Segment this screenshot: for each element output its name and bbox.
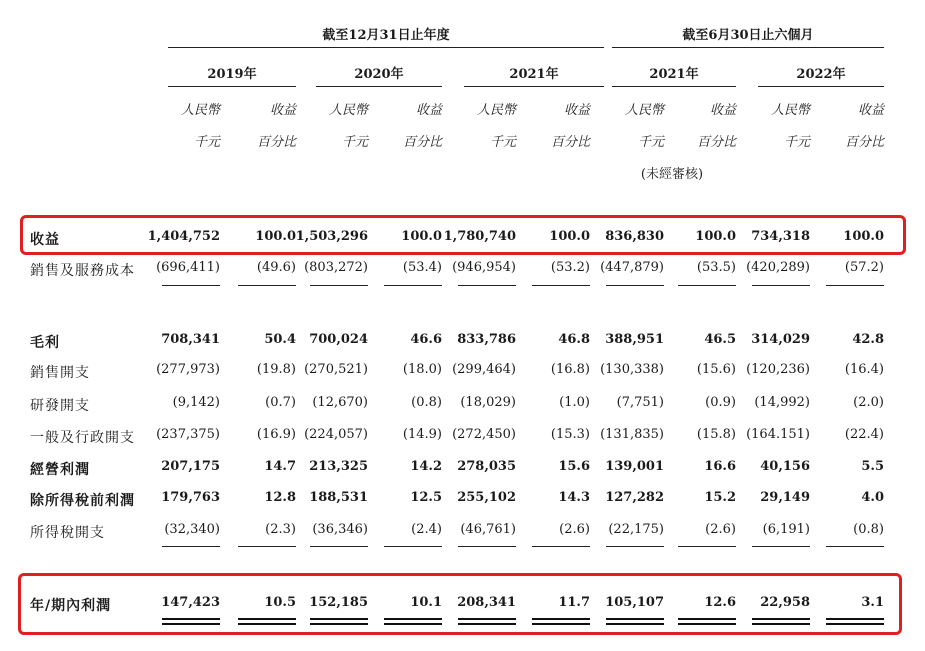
table-cell: 100.0 xyxy=(255,229,296,244)
table-cell: 12.5 xyxy=(410,490,442,505)
table-cell: 11.7 xyxy=(558,595,590,610)
table-cell: 700,024 xyxy=(309,332,368,347)
sub-pct-label: 收益 xyxy=(709,103,736,118)
cell-double-underline xyxy=(752,618,810,625)
table-cell: (131,835) xyxy=(600,427,664,442)
table-cell: (299,464) xyxy=(452,362,516,377)
table-cell: 1,503,296 xyxy=(295,229,368,244)
table-cell: (224,057) xyxy=(304,427,368,442)
table-cell: (14,992) xyxy=(754,395,810,410)
cell-underline xyxy=(310,546,368,547)
sub-pct-label: 收益 xyxy=(269,103,296,118)
table-cell: (15.3) xyxy=(550,427,590,442)
cell-underline xyxy=(458,546,516,547)
period-full-year-rule xyxy=(168,47,604,48)
table-cell: 100.0 xyxy=(695,229,736,244)
table-cell: (2.3) xyxy=(265,522,296,537)
table-cell: (57.2) xyxy=(844,260,884,275)
table-cell: (420,289) xyxy=(746,260,810,275)
cell-double-underline xyxy=(310,618,368,625)
table-cell: 708,341 xyxy=(161,332,220,347)
sub-pct-unit: 百分比 xyxy=(696,135,736,150)
table-cell: (7,751) xyxy=(616,395,664,410)
row-label-operating-profit: 經營利潤 xyxy=(30,462,90,478)
table-cell: 46.8 xyxy=(558,332,590,347)
table-cell: (53.2) xyxy=(550,260,590,275)
table-cell: (270,521) xyxy=(304,362,368,377)
table-cell: 16.6 xyxy=(704,459,736,474)
table-cell: (1.0) xyxy=(559,395,590,410)
unaudited-note: (未經審核) xyxy=(640,167,704,182)
table-cell: 3.1 xyxy=(861,595,884,610)
cell-double-underline xyxy=(384,618,442,625)
table-cell: 1,780,740 xyxy=(443,229,516,244)
row-label-admin-expenses: 一般及行政開支 xyxy=(30,430,135,446)
table-cell: (2.6) xyxy=(705,522,736,537)
sub-amount-unit: 千元 xyxy=(193,135,220,150)
cell-underline xyxy=(826,546,884,547)
sub-pct-unit: 百分比 xyxy=(256,135,296,150)
table-cell: 139,001 xyxy=(605,459,664,474)
sub-amount-label: 人民幣 xyxy=(770,103,810,118)
table-cell: 833,786 xyxy=(457,332,516,347)
cell-double-underline xyxy=(162,618,220,625)
table-cell: (946,954) xyxy=(452,260,516,275)
table-cell: (16.9) xyxy=(256,427,296,442)
table-cell: 14.3 xyxy=(558,490,590,505)
cell-underline xyxy=(162,546,220,547)
table-cell: 147,423 xyxy=(161,595,220,610)
year-rule-2019 xyxy=(168,86,296,87)
cell-underline xyxy=(532,546,590,547)
cell-underline xyxy=(238,285,296,286)
sub-amount-label: 人民幣 xyxy=(624,103,664,118)
table-cell: (0.9) xyxy=(705,395,736,410)
cell-underline xyxy=(162,285,220,286)
table-cell: (0.7) xyxy=(265,395,296,410)
table-cell: 188,531 xyxy=(309,490,368,505)
row-label-income-tax: 所得稅開支 xyxy=(30,525,105,541)
cell-double-underline xyxy=(458,618,516,625)
table-cell: 4.0 xyxy=(861,490,884,505)
year-rule-2020 xyxy=(316,86,442,87)
cell-double-underline xyxy=(826,618,884,625)
table-cell: (164.151) xyxy=(746,427,810,442)
table-cell: 255,102 xyxy=(457,490,516,505)
cell-underline xyxy=(384,546,442,547)
period-six-months-header: 截至6月30日止六個月 xyxy=(682,28,814,43)
row-label-profit-before-tax: 除所得稅前利潤 xyxy=(30,493,135,509)
table-cell: 40,156 xyxy=(760,459,810,474)
year-header-2021-h1: 2021年 xyxy=(649,67,699,82)
table-cell: (16.4) xyxy=(844,362,884,377)
cell-double-underline xyxy=(238,618,296,625)
table-cell: (2.4) xyxy=(411,522,442,537)
table-cell: (18.0) xyxy=(402,362,442,377)
table-cell: 127,282 xyxy=(605,490,664,505)
table-cell: 100.0 xyxy=(401,229,442,244)
sub-amount-unit: 千元 xyxy=(783,135,810,150)
table-cell: (36,346) xyxy=(312,522,368,537)
year-rule-2021-h1 xyxy=(612,86,736,87)
table-cell: 179,763 xyxy=(161,490,220,505)
table-cell: 15.6 xyxy=(558,459,590,474)
table-cell: 10.5 xyxy=(264,595,296,610)
table-cell: 10.1 xyxy=(410,595,442,610)
cell-double-underline xyxy=(532,618,590,625)
table-cell: (0.8) xyxy=(853,522,884,537)
table-cell: 278,035 xyxy=(457,459,516,474)
table-cell: 46.6 xyxy=(410,332,442,347)
table-cell: 50.4 xyxy=(264,332,296,347)
table-cell: (6,191) xyxy=(762,522,810,537)
table-cell: (16.8) xyxy=(550,362,590,377)
year-header-2019: 2019年 xyxy=(207,67,257,82)
cell-double-underline xyxy=(606,618,664,625)
sub-amount-unit: 千元 xyxy=(341,135,368,150)
table-cell: 213,325 xyxy=(309,459,368,474)
table-cell: (120,236) xyxy=(746,362,810,377)
cell-underline xyxy=(310,285,368,286)
table-cell: 14.2 xyxy=(410,459,442,474)
table-cell: (46,761) xyxy=(460,522,516,537)
cell-underline xyxy=(752,546,810,547)
cell-underline xyxy=(238,546,296,547)
table-cell: 5.5 xyxy=(861,459,884,474)
table-cell: (9,142) xyxy=(172,395,220,410)
period-six-months-rule xyxy=(612,47,884,48)
cell-underline xyxy=(606,285,664,286)
sub-pct-label: 收益 xyxy=(857,103,884,118)
table-cell: 12.6 xyxy=(704,595,736,610)
cell-underline xyxy=(458,285,516,286)
table-cell: (18,029) xyxy=(460,395,516,410)
sub-pct-unit: 百分比 xyxy=(550,135,590,150)
table-cell: 207,175 xyxy=(161,459,220,474)
year-rule-2022-h1 xyxy=(758,86,884,87)
sub-amount-label: 人民幣 xyxy=(328,103,368,118)
table-cell: (2.0) xyxy=(853,395,884,410)
cell-underline xyxy=(606,546,664,547)
sub-amount-unit: 千元 xyxy=(637,135,664,150)
year-header-2022-h1: 2022年 xyxy=(796,67,846,82)
sub-pct-label: 收益 xyxy=(415,103,442,118)
table-cell: (15.8) xyxy=(696,427,736,442)
sub-pct-unit: 百分比 xyxy=(844,135,884,150)
row-label-rd-expenses: 研發開支 xyxy=(30,398,90,414)
row-label-selling-expenses: 銷售開支 xyxy=(30,365,90,381)
table-cell: 836,830 xyxy=(605,229,664,244)
row-label-revenue: 收益 xyxy=(30,232,60,248)
table-cell: (277,973) xyxy=(156,362,220,377)
period-full-year-header: 截至12月31日止年度 xyxy=(322,28,450,43)
table-cell: (0.8) xyxy=(411,395,442,410)
sub-amount-label: 人民幣 xyxy=(476,103,516,118)
table-cell: (803,272) xyxy=(304,260,368,275)
table-cell: (32,340) xyxy=(164,522,220,537)
table-cell: 29,149 xyxy=(760,490,810,505)
cell-underline xyxy=(678,285,736,286)
table-cell: (22,175) xyxy=(608,522,664,537)
table-cell: 22,958 xyxy=(760,595,810,610)
year-header-2021: 2021年 xyxy=(509,67,559,82)
row-label-net-profit: 年/期內利潤 xyxy=(30,598,112,614)
table-cell: 314,029 xyxy=(751,332,810,347)
table-cell: 15.2 xyxy=(704,490,736,505)
table-cell: (447,879) xyxy=(600,260,664,275)
cell-underline xyxy=(752,285,810,286)
table-cell: 42.8 xyxy=(852,332,884,347)
table-cell: (272,450) xyxy=(452,427,516,442)
table-cell: 46.5 xyxy=(704,332,736,347)
cell-underline xyxy=(532,285,590,286)
sub-pct-unit: 百分比 xyxy=(402,135,442,150)
table-cell: (237,375) xyxy=(156,427,220,442)
table-cell: 734,318 xyxy=(751,229,810,244)
table-cell: 152,185 xyxy=(309,595,368,610)
row-label-cost-of-sales: 銷售及服務成本 xyxy=(30,263,135,279)
cell-underline xyxy=(384,285,442,286)
table-cell: 208,341 xyxy=(457,595,516,610)
table-cell: (130,338) xyxy=(600,362,664,377)
table-cell: (19.8) xyxy=(256,362,296,377)
sub-amount-label: 人民幣 xyxy=(180,103,220,118)
table-cell: 12.8 xyxy=(264,490,296,505)
table-cell: (15.6) xyxy=(696,362,736,377)
table-cell: (14.9) xyxy=(402,427,442,442)
table-cell: 388,951 xyxy=(605,332,664,347)
sub-amount-unit: 千元 xyxy=(489,135,516,150)
table-cell: (53.5) xyxy=(696,260,736,275)
table-cell: (53.4) xyxy=(402,260,442,275)
cell-underline xyxy=(678,546,736,547)
table-cell: 1,404,752 xyxy=(147,229,220,244)
table-cell: 14.7 xyxy=(264,459,296,474)
table-cell: 100.0 xyxy=(843,229,884,244)
year-rule-2021 xyxy=(464,86,604,87)
table-cell: (696,411) xyxy=(156,260,220,275)
cell-double-underline xyxy=(678,618,736,625)
table-cell: (2.6) xyxy=(559,522,590,537)
table-cell: (49.6) xyxy=(256,260,296,275)
sub-pct-label: 收益 xyxy=(563,103,590,118)
row-label-gross-profit: 毛利 xyxy=(30,335,60,351)
table-cell: (22.4) xyxy=(844,427,884,442)
table-cell: 100.0 xyxy=(549,229,590,244)
year-header-2020: 2020年 xyxy=(354,67,404,82)
cell-underline xyxy=(826,285,884,286)
table-cell: (12,670) xyxy=(312,395,368,410)
table-cell: 105,107 xyxy=(605,595,664,610)
